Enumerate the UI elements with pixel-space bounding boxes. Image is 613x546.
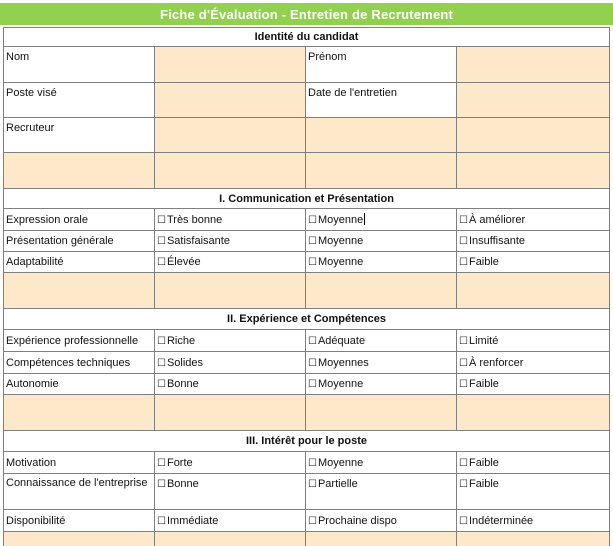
option-label: Moyenne <box>317 456 364 469</box>
checkbox-icon[interactable]: ☐ <box>308 257 317 268</box>
blank-cell[interactable] <box>155 273 306 309</box>
checkbox-icon[interactable]: ☐ <box>459 479 468 490</box>
blank-row <box>4 153 610 189</box>
input-nom[interactable] <box>155 47 306 83</box>
option-cell[interactable] <box>155 231 306 252</box>
option-cell[interactable] <box>306 474 457 510</box>
checkbox-icon[interactable]: ☐ <box>157 515 166 527</box>
option-label: Élevée <box>166 256 201 268</box>
blank-cell[interactable] <box>4 153 155 189</box>
criteria-label[interactable]: Motivation <box>4 452 155 474</box>
option-cell[interactable] <box>457 474 610 510</box>
option-cell[interactable] <box>155 352 306 374</box>
blank-cell[interactable] <box>457 153 610 189</box>
blank-cell[interactable] <box>457 532 610 546</box>
option-label: Moyenne <box>317 214 364 226</box>
checkbox-icon[interactable]: ☐ <box>157 379 166 390</box>
option-cell[interactable] <box>306 330 457 352</box>
blank-row <box>4 273 610 309</box>
checkbox-icon[interactable]: ☐ <box>459 236 468 247</box>
criteria-row <box>4 510 610 532</box>
blank-row <box>4 532 610 546</box>
criteria-label[interactable]: Autonomie <box>4 374 155 395</box>
option-cell[interactable] <box>306 209 457 231</box>
option-cell[interactable] <box>155 252 306 273</box>
text-cursor-icon <box>364 213 365 225</box>
checkbox-icon[interactable]: ☐ <box>157 236 166 247</box>
option-cell[interactable] <box>457 510 610 532</box>
input-prenom[interactable] <box>457 47 610 83</box>
input-recruteur[interactable] <box>155 118 306 153</box>
blank-row <box>4 395 610 431</box>
option-cell[interactable] <box>155 474 306 510</box>
identity-heading[interactable]: Identité du candidat <box>4 28 610 47</box>
option-label: Moyenne <box>317 235 364 247</box>
blank-cell[interactable] <box>306 532 457 546</box>
option-label: Adéquate <box>317 334 366 347</box>
input-poste[interactable] <box>155 83 306 118</box>
blank-cell[interactable] <box>155 153 306 189</box>
option-cell[interactable] <box>306 231 457 252</box>
blank-cell[interactable] <box>306 273 457 309</box>
option-cell[interactable] <box>155 209 306 231</box>
criteria-label[interactable]: Expression orale <box>4 209 155 231</box>
option-label: Moyennes <box>317 356 369 369</box>
checkbox-icon[interactable]: ☐ <box>308 335 317 347</box>
section-header-experience <box>4 309 610 330</box>
option-label: Indéterminée <box>468 514 534 527</box>
checkbox-icon[interactable]: ☐ <box>459 257 468 268</box>
criteria-label[interactable]: Expérience professionnelle <box>4 330 155 352</box>
criteria-row <box>4 209 610 231</box>
checkbox-icon[interactable]: ☐ <box>157 357 166 369</box>
label-prenom[interactable]: Prénom <box>306 47 457 83</box>
checkbox-icon[interactable]: ☐ <box>157 457 166 469</box>
option-label: Faible <box>468 378 499 390</box>
criteria-row <box>4 352 610 374</box>
label-recruteur[interactable]: Recruteur <box>4 118 155 153</box>
section-heading[interactable]: II. Expérience et Compétences <box>4 309 610 330</box>
section-heading[interactable]: I. Communication et Présentation <box>4 189 610 209</box>
blank-cell[interactable] <box>306 395 457 431</box>
option-cell[interactable] <box>457 330 610 352</box>
section-header-identity <box>4 28 610 47</box>
option-cell[interactable] <box>306 252 457 273</box>
option-label: Faible <box>468 478 499 490</box>
option-cell[interactable] <box>457 352 610 374</box>
label-date[interactable]: Date de l'entretien <box>306 83 457 118</box>
checkbox-icon[interactable]: ☐ <box>459 379 468 390</box>
checkbox-icon[interactable]: ☐ <box>459 457 468 469</box>
checkbox-icon[interactable]: ☐ <box>157 214 166 226</box>
option-label: Immédiate <box>166 514 219 527</box>
option-label: Bonne <box>166 378 199 390</box>
criteria-row <box>4 374 610 395</box>
option-cell[interactable] <box>155 374 306 395</box>
criteria-label[interactable]: Disponibilité <box>4 510 155 532</box>
identity-row-1 <box>4 47 610 83</box>
checkbox-icon[interactable]: ☐ <box>308 379 317 390</box>
input-date[interactable] <box>457 83 610 118</box>
option-cell[interactable] <box>306 374 457 395</box>
blank-cell[interactable] <box>4 395 155 431</box>
checkbox-icon[interactable]: ☐ <box>308 479 317 490</box>
blank-cell[interactable] <box>155 395 306 431</box>
option-label: Insuffisante <box>468 235 526 247</box>
label-nom[interactable]: Nom <box>4 47 155 83</box>
criteria-label[interactable]: Présentation générale <box>4 231 155 252</box>
blank-cell[interactable] <box>4 273 155 309</box>
option-label: Moyenne <box>317 256 364 268</box>
option-label: À améliorer <box>468 213 526 226</box>
option-cell[interactable] <box>457 252 610 273</box>
evaluation-grid <box>3 27 610 546</box>
option-cell[interactable] <box>457 374 610 395</box>
checkbox-icon[interactable]: ☐ <box>308 457 317 469</box>
option-label: À renforcer <box>468 356 524 369</box>
option-cell[interactable] <box>457 231 610 252</box>
option-cell[interactable] <box>306 510 457 532</box>
checkbox-icon[interactable]: ☐ <box>308 215 317 226</box>
sheet-title[interactable]: Fiche d'Évaluation - Entretien de Recrutement <box>0 3 613 25</box>
blank-cell[interactable] <box>155 532 306 546</box>
blank-cell[interactable] <box>457 395 610 431</box>
checkbox-icon[interactable]: ☐ <box>459 515 468 527</box>
criteria-label[interactable]: Compétences techniques <box>4 352 155 374</box>
option-label: Faible <box>468 456 499 469</box>
criteria-row <box>4 252 610 273</box>
section-heading[interactable]: III. Intérêt pour le poste <box>4 431 610 452</box>
option-cell[interactable] <box>155 452 306 474</box>
checkbox-icon[interactable]: ☐ <box>459 357 468 369</box>
option-cell[interactable] <box>457 452 610 474</box>
option-label: Limité <box>468 334 499 347</box>
criteria-label[interactable]: Adaptabilité <box>4 252 155 273</box>
option-label: Solides <box>166 356 204 369</box>
blank-cell[interactable] <box>457 118 610 153</box>
option-label: Très bonne <box>166 213 223 226</box>
checkbox-icon[interactable]: ☐ <box>157 335 166 347</box>
criteria-row <box>4 452 610 474</box>
option-label: Riche <box>166 334 196 347</box>
blank-cell[interactable] <box>306 153 457 189</box>
checkbox-icon[interactable]: ☐ <box>459 335 468 347</box>
option-cell[interactable] <box>457 209 610 231</box>
option-cell[interactable] <box>155 510 306 532</box>
checkbox-icon[interactable]: ☐ <box>308 236 317 247</box>
option-label: Moyenne <box>317 378 364 390</box>
option-label: Bonne <box>166 478 199 490</box>
option-label: Forte <box>166 456 193 469</box>
option-label: Faible <box>468 256 499 268</box>
option-label: Partielle <box>317 478 358 490</box>
option-label: Prochaine dispo <box>317 514 397 527</box>
blank-cell[interactable] <box>4 532 155 546</box>
identity-row-3 <box>4 118 610 153</box>
checkbox-icon[interactable]: ☐ <box>157 257 166 268</box>
checkbox-icon[interactable]: ☐ <box>459 214 468 226</box>
option-cell[interactable] <box>155 330 306 352</box>
option-label: Satisfaisante <box>166 235 230 247</box>
option-cell[interactable] <box>306 452 457 474</box>
option-cell[interactable] <box>306 352 457 374</box>
section-header-interest <box>4 431 610 452</box>
checkbox-icon[interactable]: ☐ <box>308 515 317 527</box>
label-poste[interactable]: Poste visé <box>4 83 155 118</box>
criteria-row <box>4 231 610 252</box>
checkbox-icon[interactable]: ☐ <box>308 357 317 369</box>
identity-row-2 <box>4 83 610 118</box>
criteria-row <box>4 330 610 352</box>
blank-cell[interactable] <box>457 273 610 309</box>
section-header-communication <box>4 189 610 209</box>
criteria-label[interactable]: Connaissance de l'entreprise <box>4 474 155 510</box>
checkbox-icon[interactable]: ☐ <box>157 479 166 490</box>
blank-cell[interactable] <box>306 118 457 153</box>
criteria-row <box>4 474 610 510</box>
